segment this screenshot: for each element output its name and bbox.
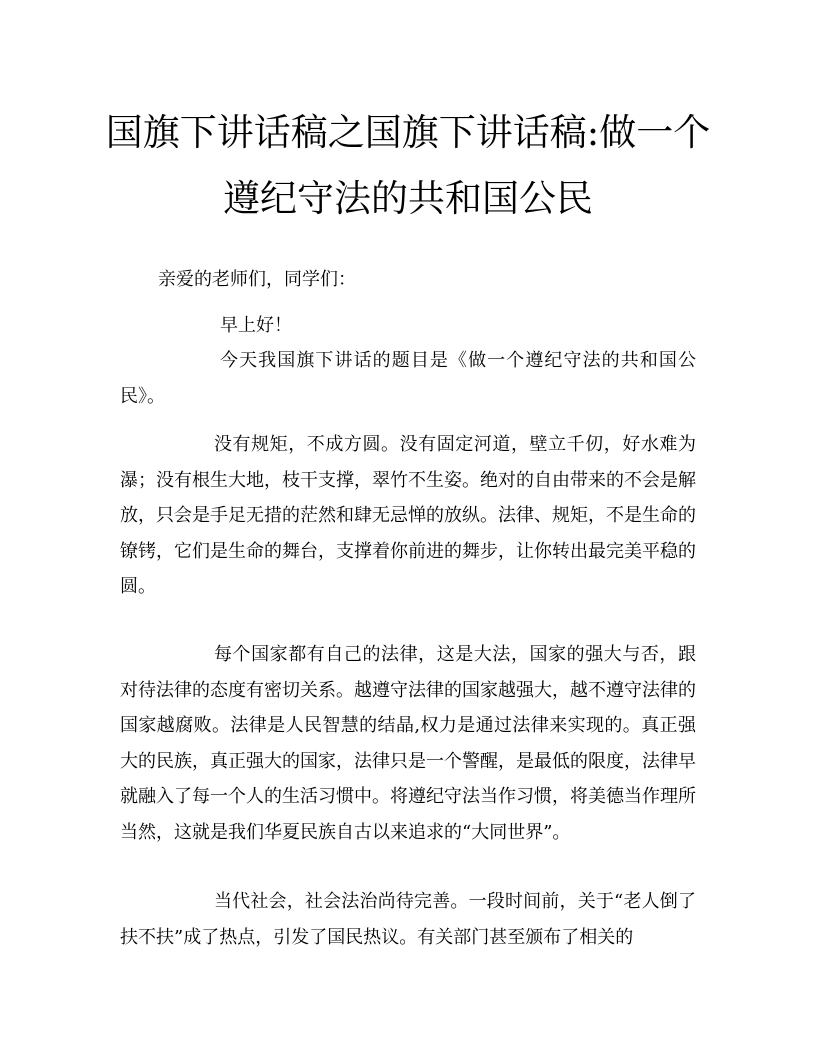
title-line-2: 遵纪守法的共和国公民 [223,177,593,220]
salutation: 亲爱的老师们，同学们： [158,269,356,290]
paragraph-law-nation: 每个国家都有自己的法律，这是大法，国家的强大与否，跟对待法律的态度有密切关系。越遵守法律的国家越强大，越不遵守法律的国家越腐败。法律是人民智慧的结晶,权力是通过法律来实现的。真正强大的民族，真正强大的国家，法律只是一个警醒，是最低的限度，法律早就融入了每一个人的生活习惯中。将遵纪守法当作习惯，将美德当作理所当然，这就是我们华夏民族自古以来追求的“大同世界”。 [120,644,696,843]
document-title [100,100,716,232]
greeting: 早上好！ [220,315,292,336]
paragraph-society: 当代社会，社会法治尚待完善。一段时间前，关于“老人倒了扶不扶”成了热点，引发了国民热议。有关部门甚至颁布了相关的 [120,891,696,948]
paragraph-rules: 没有规矩，不成方圆。没有固定河道，壁立千仞，好水难为瀑；没有根生大地，枝干支撑，翠竹不生姿。绝对的自由带来的不会是解放，只会是手足无措的茫然和肆无忌惮的放纵。法律、规矩，不是生命的镣铐，它们是生命的舞台，支撑着你前进的舞步，让你转出最完美平稳的圆。 [120,434,696,597]
title-line-1: 国旗下讲话稿之国旗下讲话稿:做一个 [105,111,711,154]
paragraph-topic: 今天我国旗下讲话的题目是《做一个遵纪守法的共和国公民》。 [120,350,696,407]
